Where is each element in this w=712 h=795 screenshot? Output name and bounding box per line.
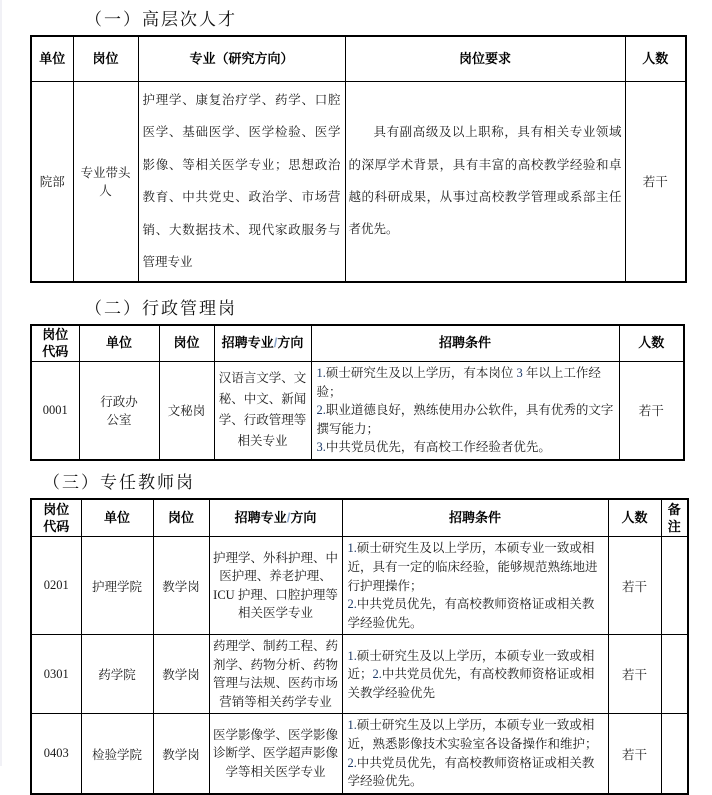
- column-header: 单位: [81, 499, 153, 537]
- position-cell: 专业带头人: [73, 81, 138, 282]
- column-header: 备注: [661, 499, 688, 537]
- column-header: 人数: [608, 499, 661, 537]
- remark-cell: [661, 635, 688, 714]
- column-header: 岗位代码: [31, 325, 79, 362]
- section-3-title: （三）专任教师岗: [43, 472, 195, 492]
- column-header: 人数: [625, 36, 686, 81]
- column-header: 岗位: [153, 499, 209, 537]
- headcount-cell: 若干: [619, 362, 684, 460]
- table-2-header: [31, 325, 684, 362]
- major-cell: 药理学、制药工程、药剂学、药物分析、药物管理与法规、医药市场营销等相关药学专业: [209, 635, 342, 714]
- headcount-cell: 若干: [608, 537, 661, 635]
- headcount-cell: 若干: [608, 635, 661, 714]
- position-cell: 文秘岗: [159, 362, 214, 460]
- headcount-cell: 若干: [625, 81, 686, 282]
- table-1-body: [31, 81, 686, 282]
- position-cell: 教学岗: [153, 537, 209, 635]
- table-row: [31, 81, 686, 282]
- column-header: 岗位: [73, 36, 138, 81]
- table-row: [31, 537, 688, 635]
- post-code-cell: 0301: [31, 635, 81, 714]
- conditions-cell: 1.硕士研究生及以上学历，本硕专业一致或相近，具有一定的临床经验，能够规范熟练地进行护理操作； 2.中共党员优先，有高校教师资格证或相关教学经验优先。: [342, 537, 608, 635]
- section-1-title: （一）高层次人才: [85, 10, 237, 29]
- conditions-cell: 1.硕士研究生及以上学历，本硕专业一致或相近，熟悉影像技术实验室各设备操作和维护； 2.中共党员优先，有高校教师资格证或相关教学经验优先。: [342, 714, 608, 794]
- column-header: 招聘专业/方向: [209, 499, 342, 537]
- requirements-cell: 具有副高级及以上职称，具有相关专业领域的深厚学术背景，具有丰富的高校教学经验和卓越的科研成果，从事过高校教学管理或系部主任者优先。: [345, 81, 625, 282]
- major-cell: 医学影像学、医学影像诊断学、医学超声影像学等相关医学专业: [209, 714, 342, 794]
- column-header: 岗位要求: [345, 36, 625, 81]
- section-2-title: （二）行政管理岗: [85, 298, 237, 318]
- position-cell: 教学岗: [153, 714, 209, 794]
- column-header: 岗位代码: [31, 499, 81, 537]
- table-row: [31, 714, 688, 794]
- column-header: 岗位: [159, 325, 214, 362]
- column-header: 招聘专业/方向: [214, 325, 311, 362]
- header-row: [31, 499, 688, 537]
- high-level-talent-table: [30, 35, 687, 283]
- major-cell: 汉语言文学、文秘、中文、新闻学、行政管理等相关专业: [214, 362, 311, 460]
- post-code-cell: 0201: [31, 537, 81, 635]
- unit-cell: 行政办公室: [79, 362, 159, 460]
- table-3-body: [31, 537, 688, 794]
- conditions-cell: 1.硕士研究生及以上学历，本硕专业一致或相近；2.中共党员优先，有高校教师资格证或相关教学经验优先: [342, 635, 608, 714]
- table-row: [31, 635, 688, 714]
- table-2-body: [31, 362, 684, 460]
- column-header: 招聘条件: [342, 499, 608, 537]
- headcount-cell: 若干: [608, 714, 661, 794]
- header-row: [31, 325, 684, 362]
- unit-cell: 院部: [31, 81, 73, 282]
- column-header: 单位: [31, 36, 73, 81]
- recruitment-document: [2, 0, 712, 795]
- column-header: 招聘条件: [311, 325, 619, 362]
- column-header: 单位: [79, 325, 159, 362]
- header-row: [31, 36, 686, 81]
- teacher-positions-table: [30, 498, 689, 795]
- table-row: [31, 362, 684, 460]
- unit-cell: 护理学院: [81, 537, 153, 635]
- post-code-cell: 0403: [31, 714, 81, 794]
- column-header: 专业（研究方向）: [138, 36, 345, 81]
- major-cell: 护理学、康复治疗学、药学、口腔医学、基础医学、医学检验、医学影像、等相关医学专业；思想政治教育、中共党史、政治学、市场营销、大数据技术、现代家政服务与管理专业: [138, 81, 345, 282]
- conditions-cell: 1.硕士研究生及以上学历，有本岗位 3 年以上工作经验； 2.职业道德良好，熟练使用办公软件，具有优秀的文字撰写能力； 3.中共党员优先，有高校工作经验者优先。: [311, 362, 619, 460]
- remark-cell: [661, 714, 688, 794]
- unit-cell: 药学院: [81, 635, 153, 714]
- major-cell: 护理学、外科护理、中医护理、养老护理、ICU 护理、口腔护理等相关医学专业: [209, 537, 342, 635]
- unit-cell: 检验学院: [81, 714, 153, 794]
- remark-cell: [661, 537, 688, 635]
- position-cell: 教学岗: [153, 635, 209, 714]
- post-code-cell: 0001: [31, 362, 79, 460]
- table-3-header: [31, 499, 688, 537]
- table-1-header: [31, 36, 686, 81]
- column-header: 人数: [619, 325, 684, 362]
- admin-positions-table: [30, 324, 685, 461]
